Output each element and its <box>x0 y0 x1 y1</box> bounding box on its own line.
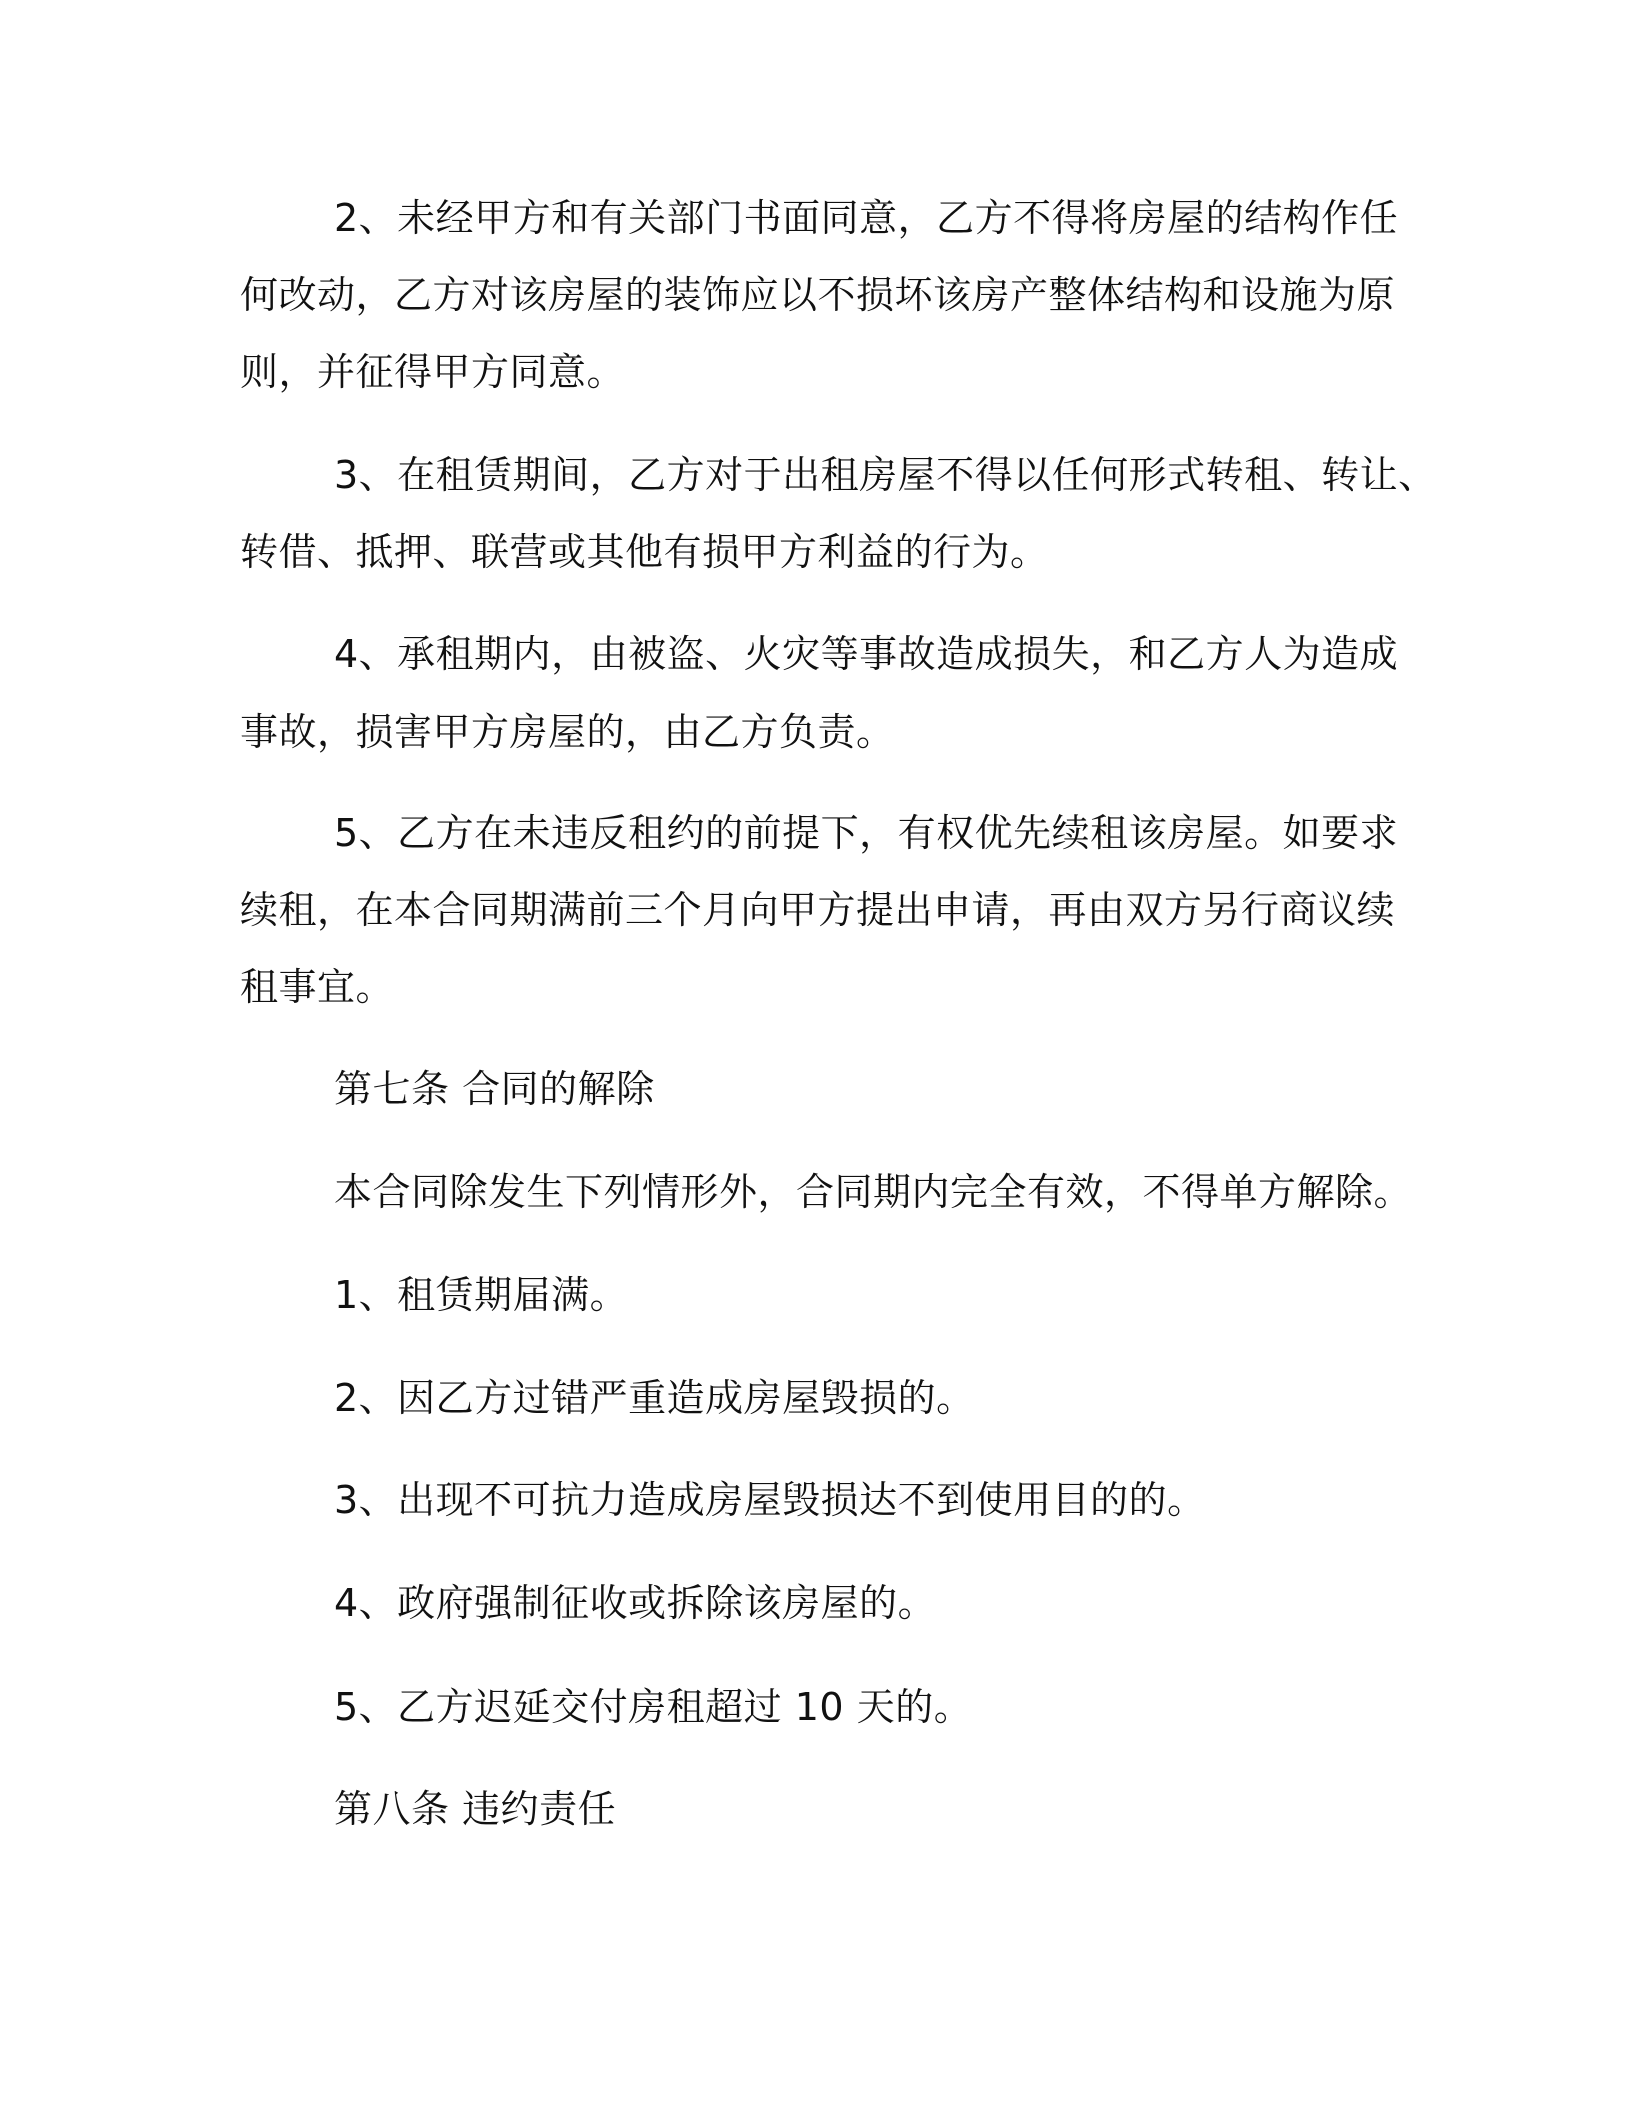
clause-6-4-line-1: 4、承租期内，由被盗、火灾等事故造成损失，和乙方人为造成 <box>334 632 1399 676</box>
article-7-item-1: 1、租赁期届满。 <box>334 1273 629 1317</box>
article-7-item-5: 5、乙方迟延交付房租超过 10 天的。 <box>334 1685 973 1729</box>
clause-6-5-line-1: 5、乙方在未违反租约的前提下，有权优先续租该房屋。如要求 <box>334 811 1399 855</box>
article-7-item-2: 2、因乙方过错严重造成房屋毁损的。 <box>334 1376 975 1420</box>
article-7-intro: 本合同除发生下列情形外，合同期内完全有效，不得单方解除。 <box>334 1170 1413 1214</box>
article-8-heading: 第八条 违约责任 <box>334 1787 617 1831</box>
clause-6-2-line-1: 2、未经甲方和有关部门书面同意，乙方不得将房屋的结构作任 <box>334 196 1399 240</box>
clause-6-2-line-2: 何改动，乙方对该房屋的装饰应以不损坏该房产整体结构和设施为原 <box>240 273 1396 317</box>
clause-6-4-line-2: 事故，损害甲方房屋的，由乙方负责。 <box>240 710 895 754</box>
clause-6-3-line-1: 3、在租赁期间，乙方对于出租房屋不得以任何形式转租、转让、 <box>334 453 1437 497</box>
clause-6-3-line-2: 转借、抵押、联营或其他有损甲方利益的行为。 <box>240 530 1049 574</box>
clause-6-2-line-3: 则，并征得甲方同意。 <box>240 350 626 394</box>
clause-6-5-line-2: 续租，在本合同期满前三个月向甲方提出申请，再由双方另行商议续 <box>240 888 1396 932</box>
article-7-item-3: 3、出现不可抗力造成房屋毁损达不到使用目的的。 <box>334 1478 1206 1522</box>
article-7-heading: 第七条 合同的解除 <box>334 1067 655 1111</box>
clause-6-5-line-3: 租事宜。 <box>240 965 395 1009</box>
article-7-item-4: 4、政府强制征收或拆除该房屋的。 <box>334 1581 937 1625</box>
